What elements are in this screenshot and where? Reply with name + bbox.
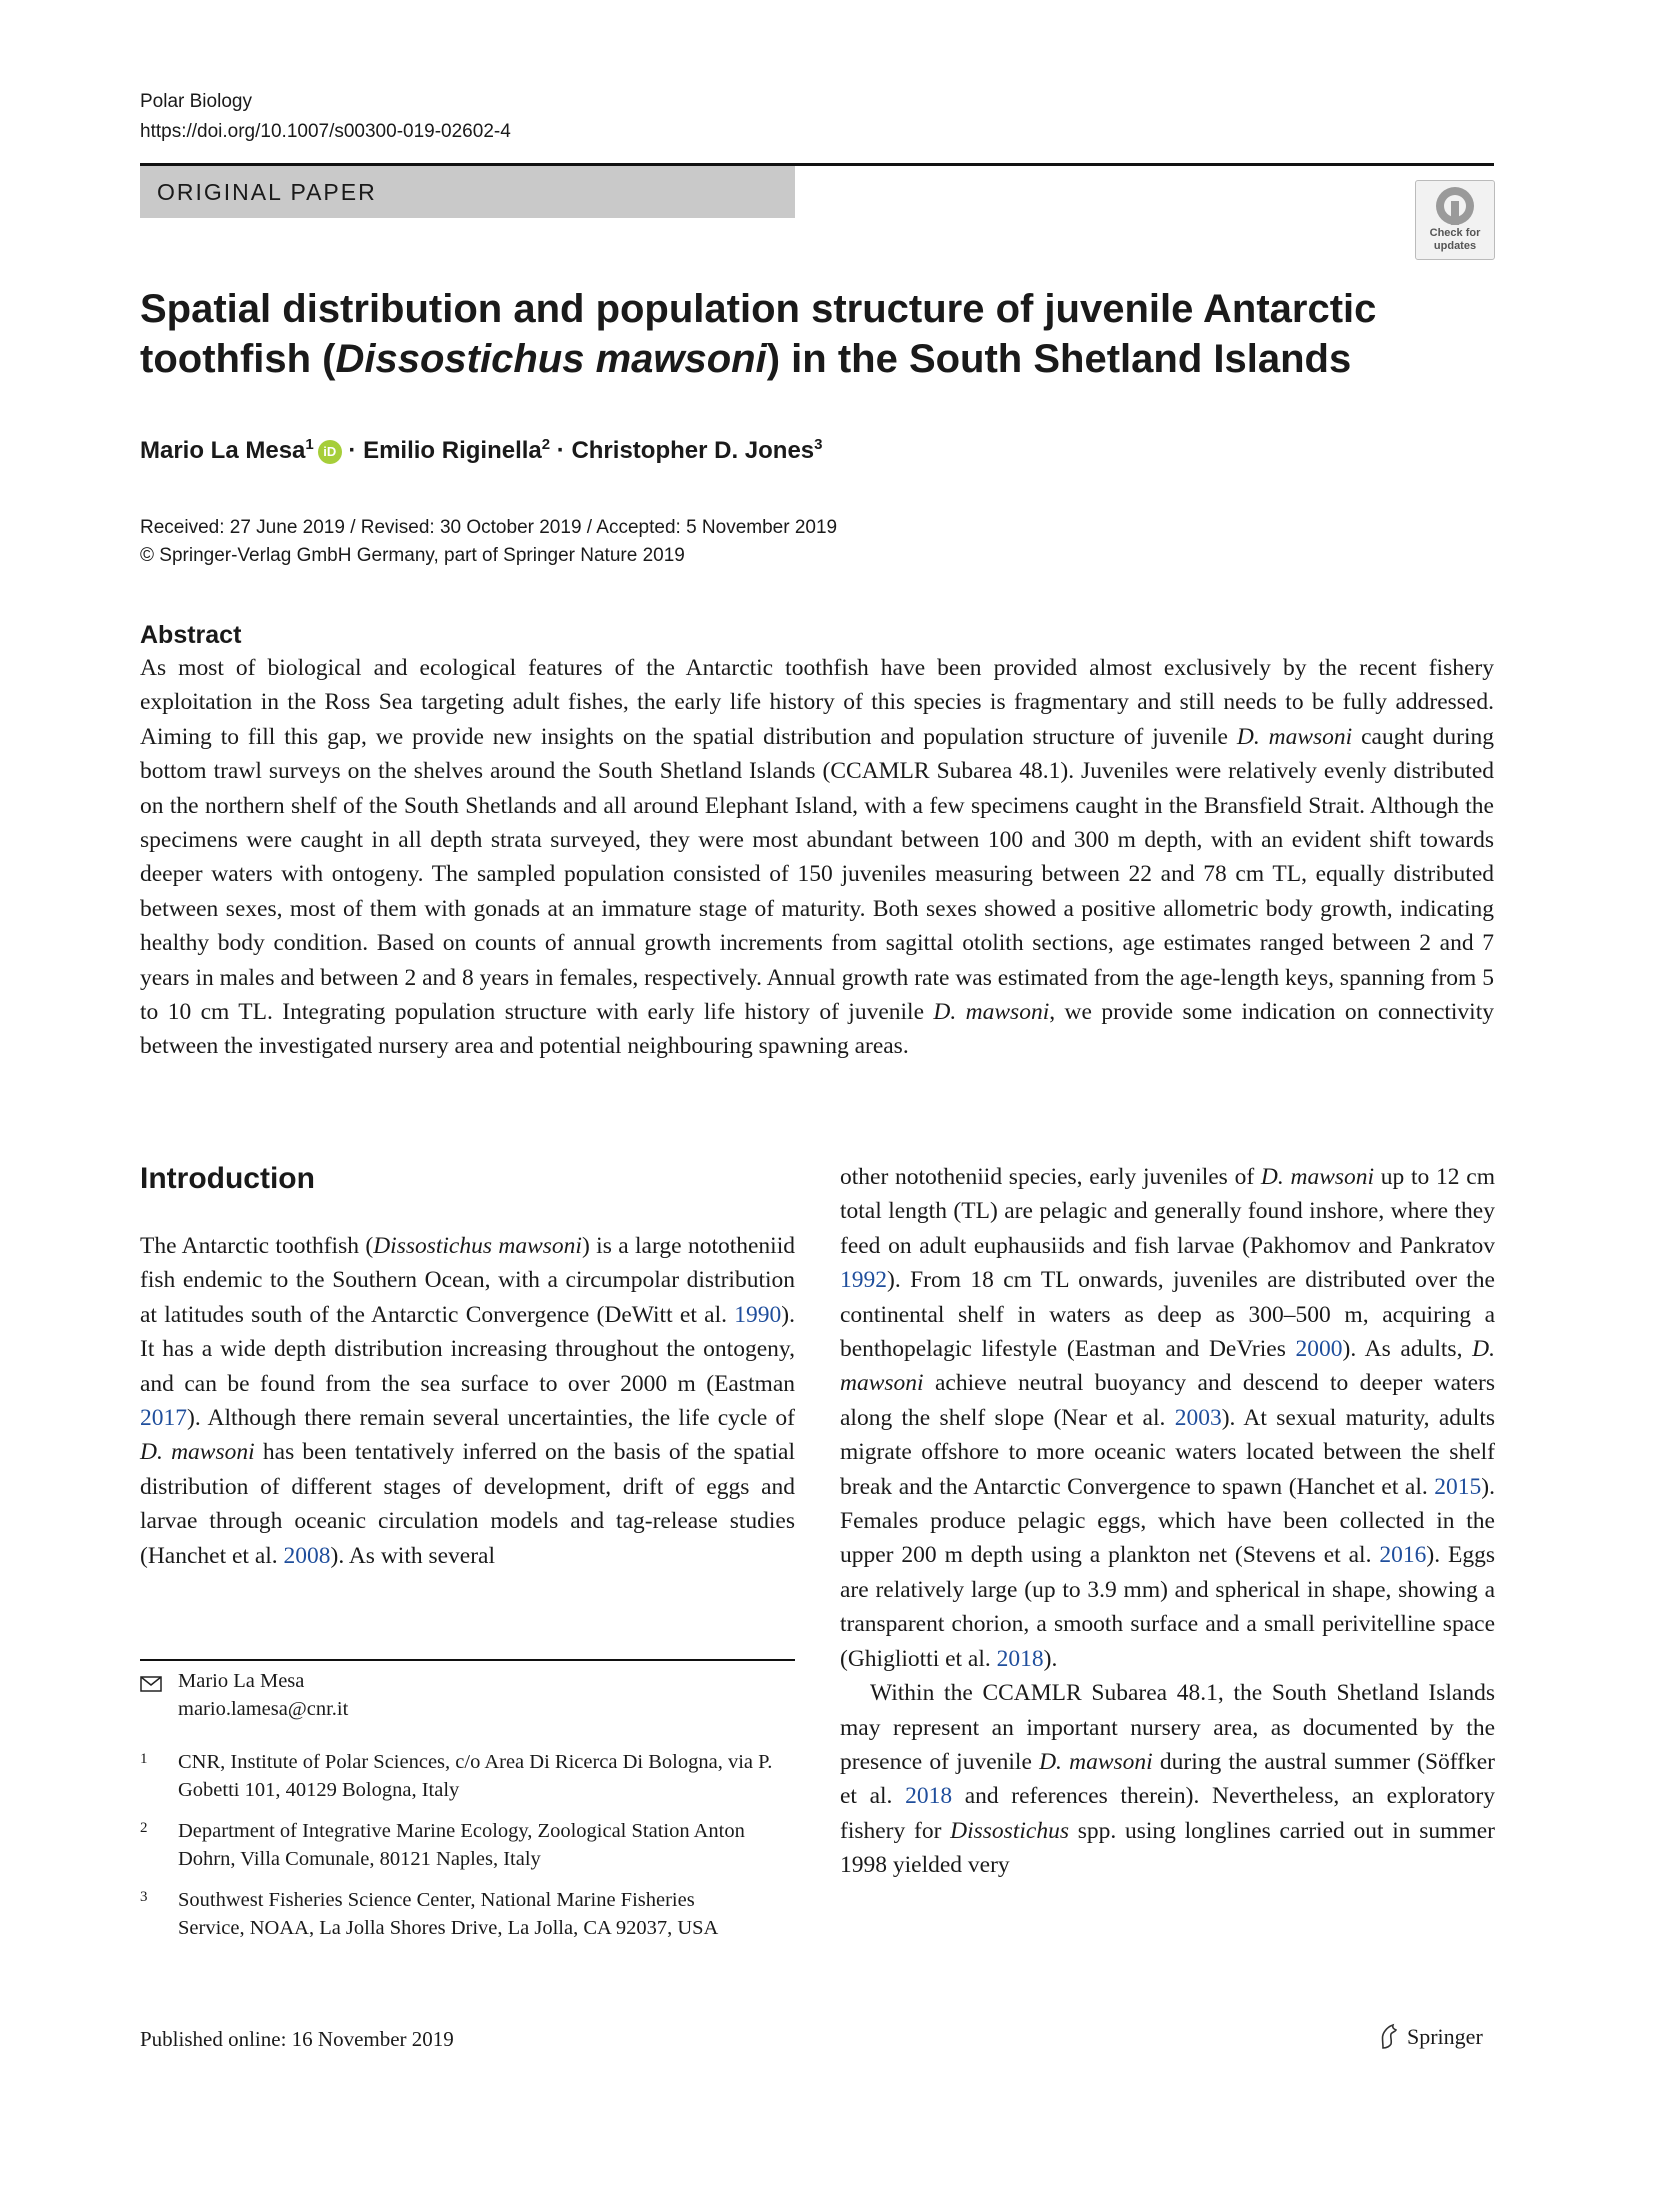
journal-name: Polar Biology bbox=[140, 91, 252, 112]
corresponding-author-email[interactable]: mario.lamesa@cnr.it bbox=[178, 1698, 349, 1720]
envelope-icon bbox=[140, 1676, 162, 1692]
author-list: Mario La Mesa$^1$ iD · Emilio Riginella$^2$ · Christopher D. Jones$^3$ bbox=[140, 436, 823, 464]
citation-link[interactable]: 2017 bbox=[140, 1405, 187, 1432]
author-name[interactable]: Christopher D. Jones bbox=[571, 437, 815, 464]
citation-link[interactable]: 2018 bbox=[996, 1645, 1044, 1672]
copyright: © Springer-Verlag GmbH Germany, part of Springer Nature 2019 bbox=[140, 545, 685, 566]
citation-link[interactable]: 2003 bbox=[1174, 1404, 1222, 1431]
check-for-updates-button[interactable] bbox=[1415, 180, 1495, 260]
citation-link[interactable]: 2015 bbox=[1434, 1473, 1482, 1500]
orcid-icon[interactable]: iD bbox=[318, 440, 342, 464]
springer-horse-icon bbox=[1377, 2022, 1401, 2050]
paper-type-label: ORIGINAL PAPER bbox=[157, 179, 377, 205]
footnote-rule bbox=[140, 1659, 795, 1661]
history-dates: Received: 27 June 2019 / Revised: 30 October 2019 / Accepted: 5 November 2019 bbox=[140, 517, 838, 538]
intro-paragraph: Within the CCAMLR Subarea 48.1, the South Shetland Islands may represent an important nursery area, as documented by the presence of juvenile D. mawsoni during the austral summer (Söffker et al. 2018 and references therein). Nevertheless, an exploratory fishery for Dissostichus spp. using longlines carried out in summer 1998 yielded very bbox=[840, 1680, 1496, 1879]
citation-link[interactable]: 1990 bbox=[734, 1301, 782, 1328]
published-online: Published online: 16 November 2019 bbox=[140, 2027, 454, 2051]
author-name[interactable]: Mario La Mesa bbox=[140, 437, 306, 464]
affiliation-number: 1 bbox=[140, 1751, 148, 1767]
abstract-text: As most of biological and ecological features of the Antarctic toothfish have been provided almost exclusively by the recent fishery exploitation in the Ross Sea targeting adult fishes, the early life history of this species is fragmentary and still needs to be fully addressed. Aiming to fill this gap, we provide new insights on the spatial distribution and population structure of juvenile D. mawsoni caught during bottom trawl surveys on the shelves around the South Shetland Islands (CCAMLR Subarea 48.1). Juveniles were relatively evenly distributed on the northern shelf of the South Shetlands and all around Elephant Island, with a few specimens caught in the Bransfield Strait. Although the specimens were caught in all depth strata surveyed, they were most abundant between 100 and 300 m depth, with an evident shift towards deeper waters with ontogeny. The sampled population consisted of 150 juveniles measuring between 22 and 78 cm TL, equally distributed between sexes, most of them with gonads at an immature stage of maturity. Both sexes showed a positive allometric body growth, indicating healthy body condition. Based on counts of annual growth increments from sagittal otolith sections, age estimates ranged between 2 and 7 years in males and between 2 and 8 years in females, respectively. Annual growth rate was estimated from the age-length keys, spanning from 5 to 10 cm TL. Integrating population structure with early life history of juvenile D. mawsoni, we provide some indication on connectivity between the investigated nursery area and potential neighbouring spawning areas. bbox=[140, 655, 1494, 1060]
affiliation-text: CNR, Institute of Polar Sciences, c/o Area Di Ricerca Di Bologna, via P. Gobetti 101, 40129 Bologna, Italy bbox=[178, 1751, 773, 1801]
intro-paragraph: other nototheniid species, early juveniles of D. mawsoni up to 12 cm total length (TL) are pelagic and generally found inshore, where they feed on adult euphausiids and fish larvae (Pakhomov and Pankratov 1992). From 18 cm TL onwards, juveniles are distributed over the continental shelf in waters as deep as 300–500 m, acquiring a benthopelagic lifestyle (Eastman and DeVries 2000). As adults, D. mawsoni achieve neutral buoyancy and descend to deeper waters along the shelf slope (Near et al. 2003). At sexual maturity, adults migrate offshore to more oceanic waters located between the shelf break and the Antarctic Convergence to spawn (Hanchet et al. 2015). Females produce pelagic eggs, which have been collected in the upper 200 m depth using a plankton net (Stevens et al. 2016). Eggs are relatively large (up to 3.9 mm) and spherical in shape, showing a transparent chorion, a smooth surface and a small perivitelline space (Ghigliotti et al. 2018). bbox=[840, 1164, 1496, 1672]
check-for-updates-label: Check for updates bbox=[1429, 227, 1481, 252]
affiliation-text: Department of Integrative Marine Ecology, Zoological Station Anton Dohrn, Villa Comunale, 80121 Naples, Italy bbox=[178, 1820, 745, 1870]
affiliation-number: 3 bbox=[140, 1889, 148, 1905]
publisher-logo-text: Springer bbox=[1407, 2024, 1483, 2049]
citation-link[interactable]: 2016 bbox=[1379, 1542, 1427, 1569]
intro-left-column: The Antarctic toothfish (Dissostichus mawsoni) is a large nototheniid fish endemic to the Southern Ocean, with a circumpolar distribution at latitudes south of the Antarctic Convergence (DeWitt et al. 1990). It has a wide depth distribution increasing throughout the ontogeny, and can be found from the sea surface to over 2000 m (Eastman 2017). Although there remain several uncertainties, the life cycle of D. mawsoni has been tentatively inferred on the basis of the spatial distribution of different stages of development, drift of eggs and larvae through oceanic circulation models and tag-release studies (Hanchet et al. 2008). As with several bbox=[140, 1233, 796, 1569]
abstract-heading: Abstract bbox=[140, 621, 242, 649]
affiliation-number: 2 bbox=[140, 1820, 148, 1836]
doi-link[interactable]: https://doi.org/10.1007/s00300-019-02602-4 bbox=[140, 121, 511, 142]
citation-link[interactable]: 2008 bbox=[283, 1542, 331, 1569]
introduction-heading: Introduction bbox=[140, 1162, 315, 1195]
affiliation-text: Southwest Fisheries Science Center, National Marine Fisheries Service, NOAA, La Jolla Shores Drive, La Jolla, CA 92037, USA bbox=[178, 1889, 719, 1939]
title-species: Dissostichus mawsoni bbox=[335, 337, 767, 381]
citation-link[interactable]: 2000 bbox=[1295, 1336, 1343, 1363]
corresponding-author-name: Mario La Mesa bbox=[178, 1670, 305, 1692]
intro-right-column bbox=[840, 1160, 1495, 1883]
citation-link[interactable]: 1992 bbox=[840, 1267, 887, 1294]
citation-link[interactable]: 2018 bbox=[905, 1783, 953, 1810]
author-name[interactable]: Emilio Riginella bbox=[363, 437, 542, 464]
paper-title: Spatial distribution and population structure of juvenile Antarctic toothfish (Dissostichus mawsoni) in the South Shetland Islands bbox=[140, 287, 1377, 381]
